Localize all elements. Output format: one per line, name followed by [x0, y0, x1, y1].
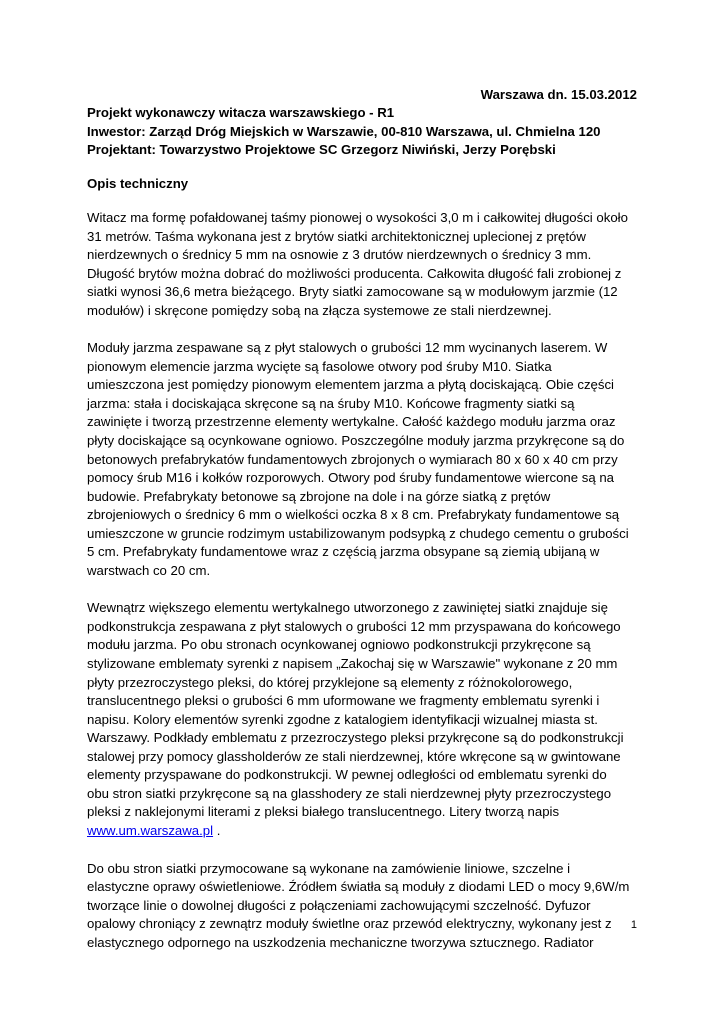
text-line: translucentnego pleksi o grubości 6 mm uformowane we fragmenty emblematu syrenki i — [87, 693, 600, 709]
text-line: elastyczne oprawy oświetleniowe. Źródłem światła są moduły z diodami LED o mocy 9,6W/m — [87, 879, 630, 895]
text-line: Do obu stron siatki przymocowane są wykonane na zamówienie liniowe, szczelne i — [87, 860, 571, 876]
text-line: pleksi z naklejonymi literami z pleksi białego translucentnego. Litery tworzą napis — [87, 804, 560, 820]
paragraph-2 — [87, 339, 647, 580]
text-line: stylizowane emblematy syrenki z napisem „Zakochaj się w Warszawie" wykonane z 20 mm — [87, 656, 618, 672]
text-line: modułów) i skręcone pomiędzy sobą na złącza systemowe ze stali nierdzewnej. — [87, 302, 552, 318]
section-title: Opis techniczny — [87, 176, 189, 191]
text-line: modułu jarzma. Po obu stronach ocynkowanej ogniowo podkonstrukcji przykręcone są — [87, 637, 591, 653]
text-line: pionowym elemencie jarzma wycięte są fasolowe otwory pod śruby M10. Siatka — [87, 358, 552, 374]
text-line: nierdzewnych o średnicy 5 mm na osnowie z 3 drutów nierdzewnych o średnicy 3 mm. — [87, 247, 592, 263]
link-line — [87, 822, 647, 841]
text-line: Witacz ma formę pofałdowanej taśmy pionowej o wysokości 3,0 m i całkowitej długości około — [87, 210, 628, 225]
link-suffix: . — [213, 822, 221, 838]
paragraph-4 — [87, 860, 647, 953]
investor-line: Inwestor: Zarząd Dróg Miejskich w Warszawie, 00-810 Warszawa, ul. Chmielna 120 — [87, 123, 601, 139]
text-line: 31 metrów. Taśma wykonana jest z brytów siatki architektonicznej uplecionej z prętów — [87, 228, 586, 244]
text-line: napisu. Kolory elementów syrenki zgodne z katalogiem identyfikacji wizualnej miasta st. — [87, 711, 598, 727]
text-line: stalowej przy pomocy glassholderów ze stali nierdzewnej, które wkręcone są w gwintowane — [87, 748, 621, 764]
date-line: Warszawa dn. 15.03.2012 — [480, 87, 637, 102]
text-line: umieszczone w gruncie rodzimym ustabilizowanym podsypką z chudego cementu o grubości — [87, 525, 629, 541]
designer-line: Projektant: Towarzystwo Projektowe SC Grzegorz Niwiński, Jerzy Porębski — [87, 142, 556, 158]
text-line: umieszczona jest pomiędzy pionowym elementem jarzma a płytą dociskającą. Obie części — [87, 377, 614, 393]
text-line: Wewnątrz większego elementu wertykalnego utworzonego z zawiniętej siatki znajduje się — [87, 600, 608, 616]
text-line: Długość brytów można dobrać do możliwości producenta. Całkowita długość fali zrobionej z — [87, 265, 622, 281]
text-line: płyty dociskające są ocynkowane ogniowo. Poszczególne moduły jarzma przykręcone są do — [87, 433, 625, 449]
website-link[interactable]: www.um.warszawa.pl — [87, 822, 214, 838]
text-line: zawinięte i tworzą przestrzenne elementy wertykalne. Całość każdego modułu jarzma oraz — [87, 414, 616, 430]
text-line: Moduły jarzma zespawane są z płyt stalowych o grubości 12 mm wycinanych laserem. W — [87, 340, 608, 356]
text-line: siatki wynosi 36,6 metra bieżącego. Bryty siatki zamocowane są w modułowym jarzmie (12 — [87, 284, 618, 300]
paragraph-3 — [87, 599, 647, 840]
text-line: płyty przezroczystego pleksi, do której przyklejone są elementy z różnokolorowego, — [87, 674, 573, 690]
text-line: elastycznego odpornego na uszkodzenia mechaniczne tworzywa sztucznego. Radiator — [87, 934, 594, 950]
text-line: tworzące linie o dowolnej długości z połączeniami zachowującymi szczelność. Dyfuzor — [87, 897, 591, 913]
text-line: budowie. Prefabrykaty betonowe są zbrojone na dole i na górze siatką z prętów — [87, 488, 551, 504]
project-title: Projekt wykonawczy witacza warszawskiego - R1 — [87, 105, 395, 120]
document-body — [87, 209, 647, 971]
text-line: betonowych prefabrykatów fundamentowych zbrojonych o wymiarach 80 x 60 x 40 cm przy — [87, 451, 618, 467]
text-line: obu stron siatki przykręcone są na glasshodery ze stali nierdzewnej płyty przezroczystego — [87, 785, 612, 801]
text-line: 5 cm. Prefabrykaty fundamentowe wraz z częścią jarzma obsypane są ziemią ubijaną w — [87, 544, 600, 560]
document-header — [87, 104, 647, 160]
text-line: warstwach co 20 cm. — [87, 562, 211, 578]
text-line: zbrojeniowych o średnicy 6 mm o wielkości oczka 8 x 8 cm. Prefabrykaty fundamentowe są — [87, 507, 620, 523]
text-line: elementy przyspawane do podkonstrukcji. W pewnej odległości od emblematu syrenki do — [87, 767, 607, 783]
text-line: opalowy chroniący z zewnątrz moduły świetlne oraz przewód elektryczny, wykonany jest z — [87, 916, 612, 932]
paragraph-1 — [87, 209, 647, 320]
text-line: jarzma: stała i dociskająca skręcone są na śruby M10. Końcowe fragmenty siatki są — [87, 395, 575, 411]
text-line: Warszawy. Podkłady emblematu z przezroczystego pleksi przykręcone są do podkonstrukcji — [87, 730, 624, 746]
text-line: podkonstrukcja zespawana z płyt stalowych o grubości 12 mm przyspawana do końcowego — [87, 618, 621, 634]
text-line: pomocy śrub M16 i kołków rozporowych. Otwory pod śruby fundamentowe wiercone są na — [87, 470, 615, 486]
page-number: 1 — [630, 919, 637, 931]
